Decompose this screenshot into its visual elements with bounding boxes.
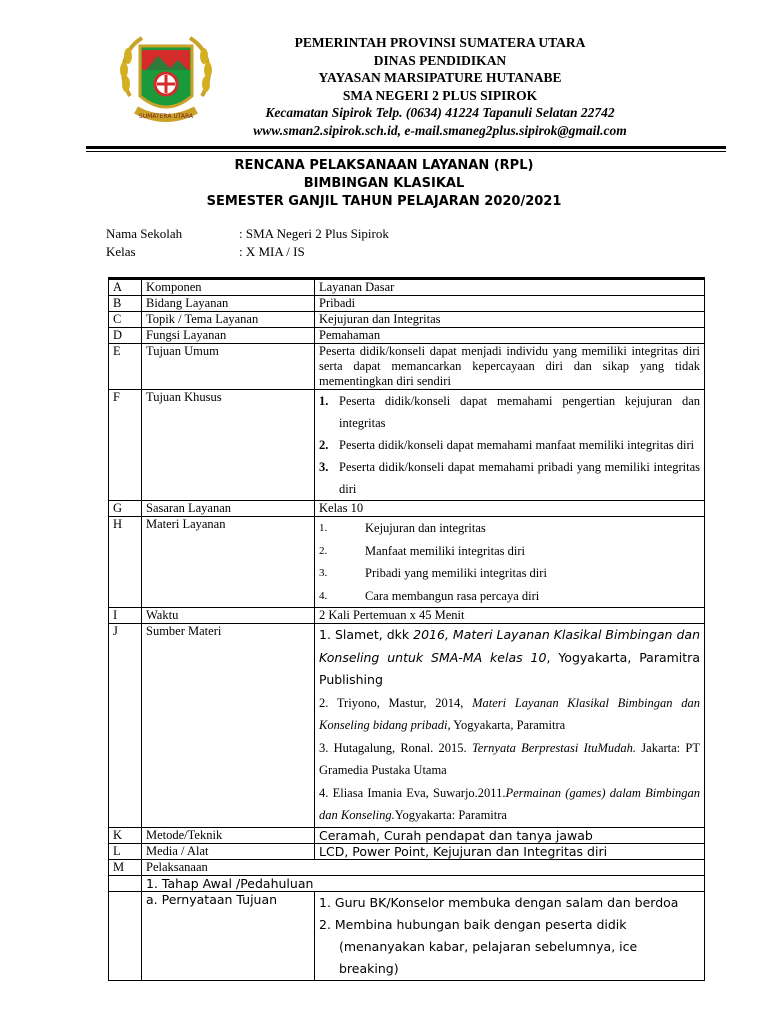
row-letter: H — [109, 517, 142, 608]
row-value — [315, 517, 705, 608]
table-row — [109, 624, 705, 828]
list-item: 2. Membina hubungan baik dengan peserta didik — [319, 916, 627, 932]
letterhead-rule-thin — [86, 151, 726, 152]
title-line-1: RENCANA PELAKSANAAN LAYANAN (RPL) — [234, 158, 534, 173]
table-row — [109, 608, 705, 624]
row-label: Pelaksanaan — [142, 859, 705, 875]
row-label: Fungsi Layanan — [142, 328, 315, 344]
row-label: Komponen — [142, 279, 315, 296]
table-row — [109, 859, 705, 875]
row-letter: L — [109, 843, 142, 859]
row-value: Kejujuran dan Integritas — [315, 312, 705, 328]
list-item: 4. Cara membangun rasa percaya diri — [319, 588, 540, 603]
table-row — [109, 827, 705, 843]
list-item: 3. Peserta didik/konseli dapat memahami pribadi yang memiliki integritas diri — [319, 460, 700, 496]
reference-item: 4. Eliasa Imania Eva, Suwarjo.2011.Permainan (games) dalam Bimbingan dan Konseling.Yogyakarta: Paramitra — [319, 785, 701, 822]
row-letter: D — [109, 328, 142, 344]
row-label: Metode/Teknik — [142, 827, 315, 843]
row-label: Bidang Layanan — [142, 296, 315, 312]
row-value: 2 Kali Pertemuan x 45 Menit — [315, 608, 705, 624]
row-letter: F — [109, 390, 142, 501]
row-value: Pribadi — [315, 296, 705, 312]
row-value: LCD, Power Point, Kejujuran dan Integritas diri — [315, 843, 705, 859]
row-letter: B — [109, 296, 142, 312]
table-row — [109, 328, 705, 344]
reference-item: 1. Slamet, dkk 2016, Materi Layanan Klasikal Bimbingan dan Konseling untuk SMA-MA kelas 10, Yogyakarta, Paramitra Publishing — [319, 627, 700, 687]
row-value — [315, 390, 705, 501]
row-value: Ceramah, Curah pendapat dan tanya jawab — [315, 827, 705, 843]
table-row — [109, 296, 705, 312]
reference-item: 2. Triyono, Mastur, 2014, Materi Layanan Klasikal Bimbingan dan Konseling bidang pribadi, Yogyakarta, Paramitra — [319, 695, 700, 732]
row-label: Tujuan Umum — [142, 344, 315, 390]
row-value: Peserta didik/konseli dapat menjadi individu yang memiliki integritas diri serta dapat memancarkan kepercayaan diri dan sikap yang tidak mementingkan diri sendiri — [315, 344, 705, 390]
row-letter: E — [109, 344, 142, 390]
document-title — [0, 157, 768, 211]
row-letter: M — [109, 859, 142, 875]
row-label: Tujuan Khusus — [142, 390, 315, 501]
table-row — [109, 843, 705, 859]
header-line-school: SMA NEGERI 2 PLUS SIPIROK — [342, 87, 538, 103]
document-meta — [106, 225, 389, 261]
table-row — [109, 517, 705, 608]
row-label: Materi Layanan — [142, 517, 315, 608]
row-value: Layanan Dasar — [315, 279, 705, 296]
table-row — [109, 875, 705, 891]
row-label: Waktu — [142, 608, 315, 624]
letterhead — [0, 0, 768, 150]
header-web-email: www.sman2.sipirok.sch.id, e-mail.smaneg2plus.sipirok@gmail.com — [253, 122, 627, 138]
row-letter: C — [109, 312, 142, 328]
row-letter: I — [109, 608, 142, 624]
list-item: 2. Manfaat memiliki integritas diri — [319, 543, 526, 558]
row-value — [315, 891, 705, 980]
table-row — [109, 312, 705, 328]
row-letter: A — [109, 279, 142, 296]
meta-class-value: : X MIA / IS — [239, 244, 305, 259]
list-item: 1. Guru BK/Konselor membuka dengan salam dan berdoa — [319, 894, 679, 910]
meta-school-key: Nama Sekolah — [106, 226, 183, 241]
title-line-2: BIMBINGAN KLASIKAL — [303, 176, 465, 191]
row-value — [315, 624, 705, 828]
header-line-government: PEMERINTAH PROVINSI SUMATERA UTARA — [294, 35, 586, 50]
header-address: Kecamatan Sipirok Telp. (0634) 41224 Tapanuli Selatan 22742 — [265, 105, 615, 120]
row-value: Kelas 10 — [315, 501, 705, 517]
row-letter: G — [109, 501, 142, 517]
list-item: (menanyakan kabar, pelajaran sebelumnya, ice breaking) — [339, 938, 638, 976]
list-item: 3. Pribadi yang memiliki integritas diri — [319, 566, 547, 580]
reference-item: 3. Hutagalung, Ronal. 2015. Ternyata Berprestasi ItuMudah. Jakarta: PT Gramedia Pustaka Utama — [319, 740, 700, 777]
row-letter: K — [109, 827, 142, 843]
list-item: 1. Kejujuran dan integritas — [319, 521, 486, 535]
row-value: Pemahaman — [315, 328, 705, 344]
header-line-department: DINAS PENDIDIKAN — [373, 52, 507, 68]
table-row — [109, 344, 705, 390]
row-label: Sumber Materi — [142, 624, 315, 828]
meta-class-key: Kelas — [106, 244, 136, 259]
sub-label: a. Pernyataan Tujuan — [142, 891, 315, 980]
rpl-table — [108, 277, 705, 981]
row-label: Topik / Tema Layanan — [142, 312, 315, 328]
row-label: Sasaran Layanan — [142, 501, 315, 517]
letterhead-rule-thick — [86, 146, 726, 149]
table-row — [109, 891, 705, 980]
list-item: 2. Peserta didik/konseli dapat memahami manfaat memiliki integritas diri — [319, 438, 695, 452]
table-row — [109, 279, 705, 296]
logo-caption: SUMATERA UTARA — [138, 113, 194, 120]
row-letter: J — [109, 624, 142, 828]
list-item: 1. Peserta didik/konseli dapat memahami pengertian kejujuran dan integritas — [319, 394, 700, 430]
meta-school-value: : SMA Negeri 2 Plus Sipirok — [239, 226, 389, 241]
header-line-foundation: YAYASAN MARSIPATURE HUTANABE — [318, 70, 562, 85]
title-line-3: SEMESTER GANJIL TAHUN PELAJARAN 2020/2021 — [206, 194, 562, 209]
table-row — [109, 390, 705, 501]
row-label: Media / Alat — [142, 843, 315, 859]
table-row — [109, 501, 705, 517]
stage-label: 1. Tahap Awal /Pedahuluan — [142, 875, 705, 891]
